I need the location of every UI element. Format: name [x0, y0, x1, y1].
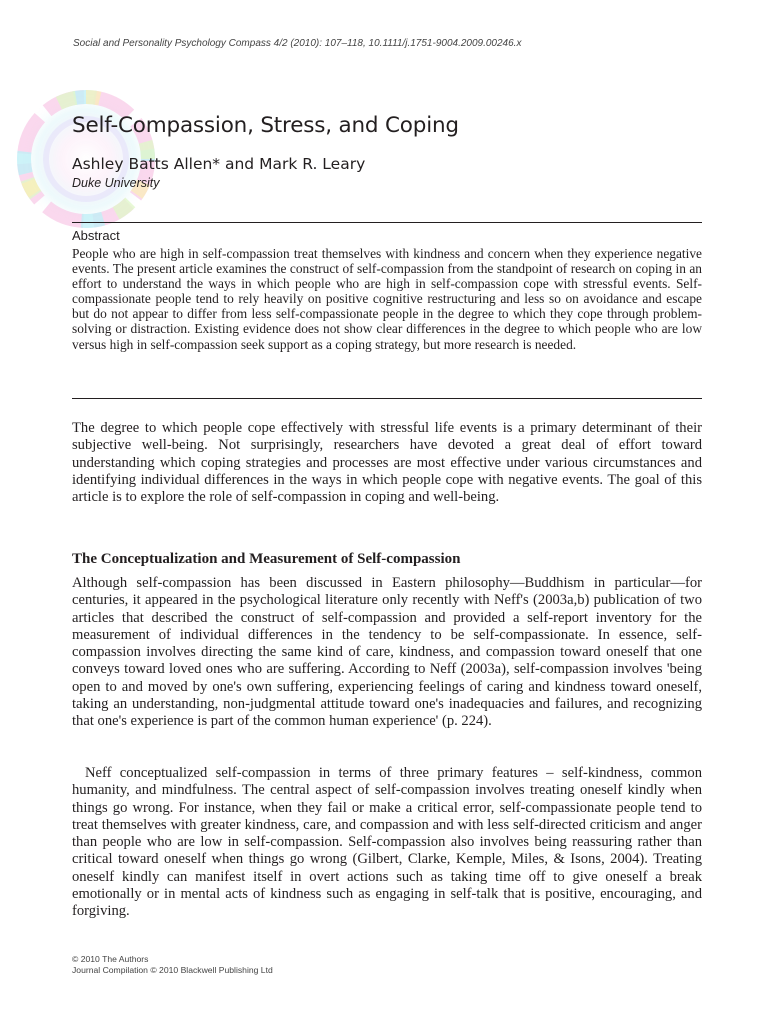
- article-title: Self-Compassion, Stress, and Coping: [72, 113, 459, 138]
- journal-reference: Social and Personality Psychology Compass 4/2 (2010): 107–118, 10.1111/j.1751-9004.2009.00246.x: [73, 38, 522, 49]
- abstract-bottom-rule: [72, 398, 702, 399]
- article-authors: Ashley Batts Allen* and Mark R. Leary: [72, 155, 366, 173]
- author-affiliation: Duke University: [72, 176, 160, 190]
- body-paragraph-2: Neff conceptualized self-compassion in terms of three primary features – self-kindness, common humanity, and mindfulness. The central aspect of self-compassion involves treating oneself kindly when things go wrong. For instance, when they fail or make a critical error, self-compassionate people tend to treat themselves with greater kindness, care, and compassion and with less self-directed criticism and anger than people who are low in self-compassion. Self-compassion also involves being reassuring rather than critical toward oneself when things go wrong (Gilbert, Clarke, Kemple, Miles, & Isons, 2004). Treating oneself kindly can manifest itself in overt actions such as taking time off to give oneself a break emotionally or in mental acts of kindness such as engaging in self-talk that is positive, encouraging, and forgiving.: [72, 765, 702, 920]
- copyright-line-journal: Journal Compilation © 2010 Blackwell Publishing Ltd: [72, 965, 273, 975]
- copyright-line-authors: © 2010 The Authors: [72, 954, 149, 964]
- section-heading: The Conceptualization and Measurement of Self-compassion: [72, 551, 461, 567]
- abstract-text: People who are high in self-compassion treat themselves with kindness and concern when they experience negative events. The present article examines the construct of self-compassion from the standpoint of research on coping in an effort to understand the ways in which people who are high in self-compassion cope with stressful events. Self-compassionate people tend to rely heavily on positive cognitive restructuring and less so on avoidance and escape but do not appear to differ from less self-compassionate people in the degree to which they cope through problem-solving or distraction. Existing evidence does not show clear differences in the degree to which people who are low versus high in self-compassion seek support as a coping strategy, but more research is needed.: [72, 246, 702, 352]
- body-paragraph-1: Although self-compassion has been discussed in Eastern philosophy—Buddhism in particular—for centuries, it appeared in the psychological literature only recently with Neff's (2003a,b) publication of two articles that described the construct of self-compassion and provided a self-report inventory for the measurement of individual differences in the tendency to be self-compassionate. In essence, self-compassion involves directing the same kind of care, kindness, and compassion toward oneself that one conveys toward loved ones who are suffering. According to Neff (2003a), self-compassion involves 'being open to and moved by one's own suffering, experiencing feelings of caring and kindness toward oneself, taking an understanding, non-judgmental attitude toward one's inadequacies and failures, and recognizing that one's experience is part of the common human experience' (p. 224).: [72, 575, 702, 730]
- abstract-top-rule: [72, 222, 702, 223]
- intro-paragraph: The degree to which people cope effectively with stressful life events is a primary determinant of their subjective well-being. Not surprisingly, researchers have devoted a great deal of effort toward understanding which coping strategies and processes are most effective under various circumstances and identifying individual differences in the ways in which people cope with negative events. The goal of this article is to explore the role of self-compassion in coping and well-being.: [72, 420, 702, 506]
- copyright-footer: [72, 954, 273, 976]
- abstract-heading: Abstract: [72, 228, 120, 243]
